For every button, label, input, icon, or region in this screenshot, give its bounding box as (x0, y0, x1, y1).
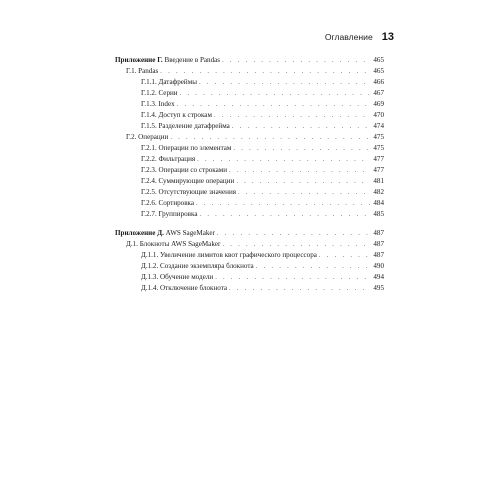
toc-appendix-entry[interactable] (115, 55, 384, 66)
running-head-title: Оглавление (324, 32, 373, 42)
toc-entry-text: Г.2. Операции (126, 133, 169, 141)
toc-subsection-entry[interactable] (141, 176, 384, 187)
toc-page-number: 484 (373, 199, 384, 207)
dot-leader (236, 176, 370, 187)
toc-entry-line (141, 261, 384, 272)
toc-entry-line (141, 250, 384, 261)
toc-subsection-entry[interactable] (141, 143, 384, 154)
toc-entry-line (141, 121, 384, 132)
toc-page-number: 481 (373, 177, 384, 185)
dot-leader (229, 283, 370, 294)
toc-page-number: 494 (373, 273, 384, 281)
toc-entry-text: Г.2.7. Группировка (141, 210, 198, 218)
toc-section-entry[interactable] (126, 132, 384, 143)
toc-entry-title (126, 239, 222, 250)
toc-entry-text: Г.2.2. Фильтрация (141, 155, 196, 163)
dot-leader (160, 66, 370, 77)
dot-leader (170, 132, 370, 143)
toc-subsection-entry[interactable] (141, 209, 384, 220)
toc-entry-line (141, 272, 384, 283)
toc-appendix-entry[interactable] (115, 228, 384, 239)
dot-leader (214, 110, 370, 121)
toc-entry-line (141, 187, 384, 198)
toc-entry-text: Д.1.3. Обучение модели (141, 273, 214, 281)
toc-subsection-entry[interactable] (141, 77, 384, 88)
toc-subsection-entry[interactable] (141, 99, 384, 110)
toc-subsection-entry[interactable] (141, 154, 384, 165)
toc-entry-title (126, 132, 170, 143)
toc-section-entry[interactable] (126, 239, 384, 250)
toc-entry-line (141, 283, 384, 294)
toc-entry-text: Г.1.3. Index (141, 100, 175, 108)
toc-entry-line (141, 143, 384, 154)
toc-entry-title (141, 154, 197, 165)
appendix-label: Приложение Д. (115, 229, 164, 237)
toc-entry-line (141, 198, 384, 209)
dot-leader (222, 239, 370, 250)
dot-leader (197, 154, 370, 165)
toc-page-number: 490 (373, 262, 384, 270)
toc-page-number: 477 (373, 155, 384, 163)
toc-entry-text: Г.2.3. Операции со строками (141, 166, 228, 174)
dot-leader (256, 261, 370, 272)
toc-entry-text: Г.2.4. Суммирующие операции (141, 177, 235, 185)
toc-page-number: 475 (373, 133, 384, 141)
toc-entry-title (141, 99, 177, 110)
toc-subsection-entry[interactable] (141, 165, 384, 176)
table-of-contents (115, 55, 384, 302)
toc-entry-title (141, 261, 256, 272)
toc-entry-line (126, 132, 384, 143)
toc-entry-title (141, 143, 233, 154)
toc-entry-text: Г.2.5. Отсутствующие значения (141, 188, 237, 196)
toc-entry-title (141, 283, 229, 294)
toc-entry-text: AWS SageMaker (165, 229, 215, 237)
toc-page-number: 465 (373, 56, 384, 64)
toc-entry-line (141, 165, 384, 176)
toc-entry-line (126, 66, 384, 77)
toc-entry-text: Г.1. Pandas (126, 67, 159, 75)
toc-section (115, 55, 384, 220)
toc-entry-title (141, 209, 199, 220)
toc-subsection-entry[interactable] (141, 110, 384, 121)
dot-leader (180, 88, 370, 99)
toc-section (115, 228, 384, 294)
toc-subsection-entry[interactable] (141, 283, 384, 294)
toc-entry-title (115, 228, 217, 239)
dot-leader (238, 187, 370, 198)
toc-entry-title (141, 110, 214, 121)
toc-page-number: 487 (373, 229, 384, 237)
toc-entry-title (141, 250, 319, 261)
toc-subsection-entry[interactable] (141, 187, 384, 198)
toc-entry-line (141, 209, 384, 220)
dot-leader (232, 121, 370, 132)
toc-entry-line (126, 239, 384, 250)
toc-entry-line (141, 154, 384, 165)
toc-entry-title (115, 55, 222, 66)
toc-entry-title (141, 198, 196, 209)
toc-entry-title (141, 187, 238, 198)
toc-section-entry[interactable] (126, 66, 384, 77)
toc-entry-line (115, 55, 384, 66)
toc-page-number: 485 (373, 210, 384, 218)
toc-page-number: 482 (373, 188, 384, 196)
toc-entry-text: Г.1.4. Доступ к строкам (141, 111, 212, 119)
toc-page-number: 495 (373, 284, 384, 292)
toc-entry-text: Д.1.4. Отключение блокнота (141, 284, 228, 292)
toc-page-number: 475 (373, 144, 384, 152)
toc-entry-text: Г.2.1. Операции по элементам (141, 144, 232, 152)
toc-entry-text: Г.1.1. Датафреймы (141, 78, 197, 86)
toc-subsection-entry[interactable] (141, 272, 384, 283)
dot-leader (319, 250, 370, 261)
toc-entry-line (115, 228, 384, 239)
dot-leader (199, 209, 370, 220)
toc-page-number: 470 (373, 111, 384, 119)
toc-entry-title (141, 165, 229, 176)
toc-entry-text: Г.1.2. Серии (141, 89, 178, 97)
toc-entry-text: Введение в Pandas (164, 56, 221, 64)
dot-leader (229, 165, 370, 176)
toc-entry-text: Г.2.6. Сортировка (141, 199, 195, 207)
appendix-label: Приложение Г. (115, 56, 163, 64)
dot-leader (215, 272, 370, 283)
toc-entry-line (141, 77, 384, 88)
dot-leader (217, 228, 370, 239)
toc-entry-text: Д.1.2. Создание экземпляра блокнота (141, 262, 254, 270)
toc-entry-line (141, 99, 384, 110)
toc-subsection-entry[interactable] (141, 88, 384, 99)
toc-page-number: 465 (373, 67, 384, 75)
toc-entry-title (141, 121, 232, 132)
toc-page-number: 487 (373, 251, 384, 259)
running-head (325, 31, 394, 43)
dot-leader (177, 99, 370, 110)
toc-page-number: 467 (373, 89, 384, 97)
toc-entry-text: Д.1. Блокноты AWS SageMaker (126, 240, 221, 248)
toc-page-number: 474 (373, 122, 384, 130)
toc-page-number: 469 (373, 100, 384, 108)
toc-entry-title (141, 77, 199, 88)
toc-entry-text: Г.1.5. Разделение датафрейма (141, 122, 230, 130)
toc-entry-line (141, 176, 384, 187)
toc-entry-text: Д.1.1. Увеличение лимитов квот графического процессора (141, 251, 317, 259)
toc-page-number: 487 (373, 240, 384, 248)
toc-subsection-entry[interactable] (141, 250, 384, 261)
toc-entry-line (141, 88, 384, 99)
toc-entry-title (141, 272, 215, 283)
toc-subsection-entry[interactable] (141, 261, 384, 272)
page-number: 13 (381, 31, 394, 43)
toc-page-number: 466 (373, 78, 384, 86)
toc-entry-title (141, 176, 236, 187)
dot-leader (196, 198, 370, 209)
dot-leader (222, 55, 370, 66)
toc-entry-line (141, 110, 384, 121)
toc-page-number: 477 (373, 166, 384, 174)
toc-entry-title (141, 88, 180, 99)
dot-leader (199, 77, 370, 88)
dot-leader (233, 143, 370, 154)
toc-entry-title (126, 66, 160, 77)
toc-subsection-entry[interactable] (141, 121, 384, 132)
toc-subsection-entry[interactable] (141, 198, 384, 209)
